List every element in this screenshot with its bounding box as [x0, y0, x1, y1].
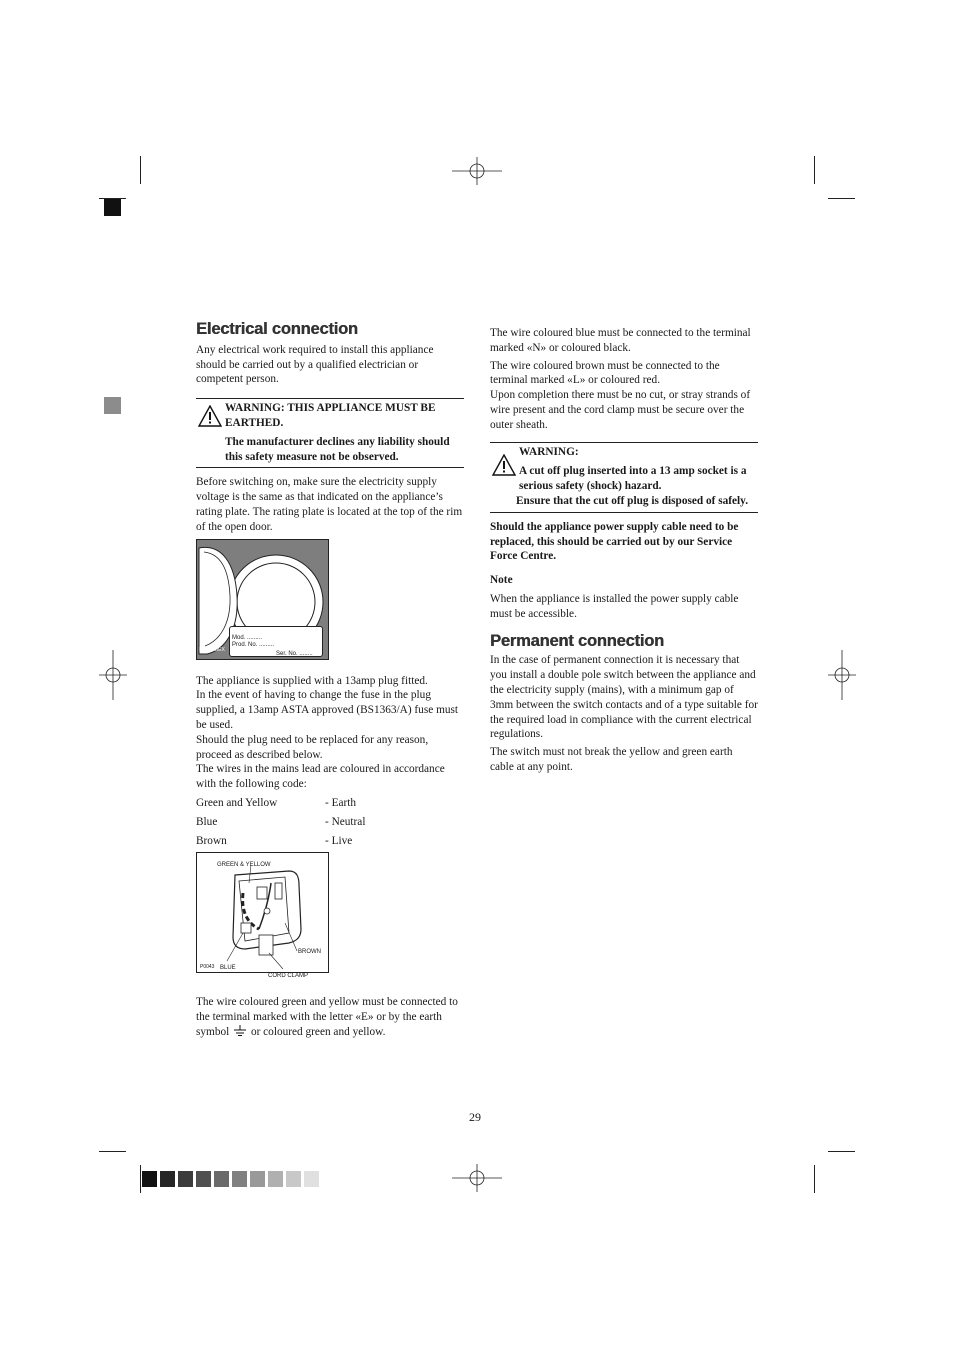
section-heading-electrical: Electrical connection [196, 320, 358, 338]
calibration-swatch [268, 1171, 283, 1187]
corner-square [104, 199, 121, 216]
voltage-paragraph: Before switching on, make sure the electricity supply voltage is the same as that indicated on the appliance’s rating plate. The rating plate is located at the top of the rim of the open door. [196, 476, 463, 533]
wire-code-table [196, 796, 464, 848]
wire-color: Green and Yellow [196, 796, 278, 809]
calibration-swatch [304, 1171, 319, 1187]
left-column [196, 322, 464, 1040]
side-square [104, 397, 121, 414]
wire-code-row [196, 815, 464, 830]
rating-ser: Ser. No. ........ [276, 650, 313, 657]
registration-mark-left [99, 650, 127, 700]
calibration-swatch [250, 1171, 265, 1187]
warning-dispose: Ensure that the cut off plug is disposed of safely. [516, 494, 749, 507]
note-title: Note [490, 574, 513, 587]
warning-triangle-icon [492, 454, 516, 476]
wire-code-row [196, 834, 464, 849]
calibration-swatch [160, 1171, 175, 1187]
registration-mark-top [452, 157, 502, 185]
calibration-swatch [142, 1171, 157, 1187]
earth-text-b: or coloured green and yellow. [250, 1025, 386, 1038]
blue-wire-paragraph: The wire coloured blue must be connected to the terminal marked «N» or coloured black. [490, 327, 751, 354]
label-cord-clamp: CORD CLAMP [268, 973, 309, 980]
warning-earthed: WARNING: THIS APPLIANCE MUST BE EARTHED. [225, 402, 436, 429]
wire-color: Blue [196, 815, 218, 828]
wire-meaning: - Live [325, 834, 353, 847]
completion-paragraph: Upon completion there must be no cut, or stray strands of wire present and the cord clamp must be secure over the outer sheath. [490, 389, 751, 431]
plug-paragraph-3: Should the plug need to be replaced for any reason, proceed as described below. [196, 733, 429, 761]
earth-paragraph [196, 995, 464, 1039]
plug-paragraph-4: The wires in the mains lead are coloured in accordance with the following code: [196, 763, 445, 791]
registration-mark-bottom [452, 1164, 502, 1192]
registration-mark-right [828, 650, 856, 700]
rating-prod: Prod. No. ......... [232, 641, 275, 648]
page-number: 29 [469, 1110, 481, 1124]
label-blue: BLUE [220, 965, 236, 972]
permanent-paragraph: In the case of permanent connection it is necessary that you install a double pole switch between the appliance and the electricity supply (mains), with a minimum gap of 3mm between the switch contacts and of a type suitable for the required load in compliance with the current electrical regulations. [490, 654, 758, 741]
wire-meaning: - Earth [325, 796, 357, 809]
calibration-swatch [196, 1171, 211, 1187]
calibration-swatch [214, 1171, 229, 1187]
note-text: When the appliance is installed the power supply cable must be accessible. [490, 592, 739, 620]
earth-symbol-icon [234, 1025, 246, 1036]
cut-off-plug-warning-box [490, 442, 758, 513]
calibration-swatch [178, 1171, 193, 1187]
wire-code-row [196, 796, 464, 811]
warning-shock-hazard: A cut off plug inserted into a 13 amp socket is a serious safety (shock) hazard. [519, 465, 747, 493]
calibration-swatch [232, 1171, 247, 1187]
earthing-warning-box [196, 398, 464, 468]
label-brown: BROWN [298, 949, 321, 956]
wire-meaning: - Neutral [325, 815, 366, 828]
intro-paragraph: Any electrical work required to install this appliance should be carried out by a qualified electrician or competent person. [196, 343, 434, 386]
warning-liability: The manufacturer declines any liability should this safety measure not be observed. [225, 435, 450, 463]
warning-triangle-icon [198, 405, 222, 427]
switch-paragraph: The switch must not break the yellow and green earth cable at any point. [490, 746, 733, 773]
warning-title: WARNING: [519, 445, 579, 458]
earth-text-a: The wire coloured green and yellow must be connected to the terminal marked with the letter «E» or by the earth symbol [196, 996, 458, 1038]
plug-wiring-figure [196, 852, 329, 980]
calibration-swatch [286, 1171, 301, 1187]
service-paragraph: Should the appliance power supply cable need to be replaced, this should be carried out by our Service Force Centre. [490, 520, 739, 563]
plug-paragraph-2: In the event of having to change the fuse in the plug supplied, a 13amp ASTA approved (BS1363/A) fuse must be used. [196, 689, 459, 731]
wire-color: Brown [196, 834, 227, 847]
figure-code: P0043 [200, 963, 215, 970]
plug-paragraph-1: The appliance is supplied with a 13amp plug fitted. [196, 674, 428, 687]
label-green-yellow: GREEN & YELLOW [217, 862, 271, 869]
brown-wire-paragraph: The wire coloured brown must be connected to the terminal marked «L» or coloured red. [490, 359, 720, 387]
figure-code: P0042 BEX [199, 646, 225, 653]
rating-mod: Mod. ......... [232, 634, 263, 641]
rating-plate-figure [196, 539, 329, 660]
right-column [490, 326, 758, 775]
rating-plate-label [229, 626, 323, 657]
section-heading-permanent: Permanent connection [490, 631, 664, 650]
